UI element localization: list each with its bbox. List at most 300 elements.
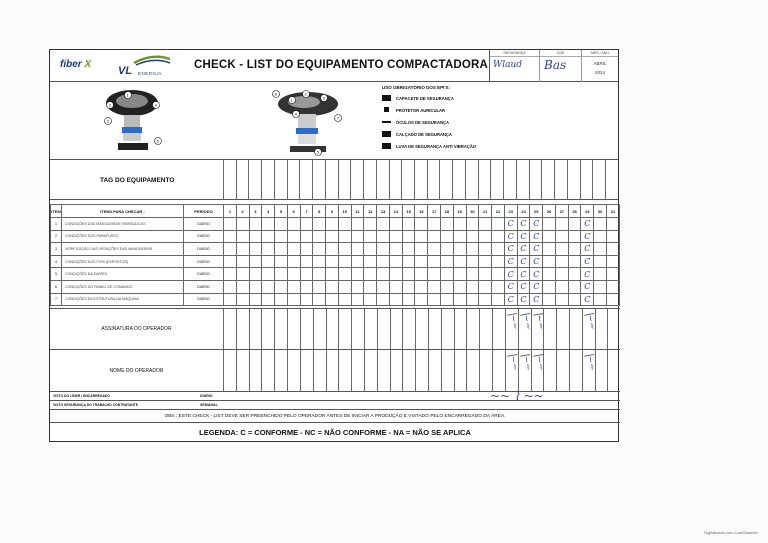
- check-cell[interactable]: C: [581, 230, 594, 243]
- day-cell: [300, 309, 313, 349]
- check-cell[interactable]: [453, 230, 466, 243]
- operator-signature: ~~: [532, 313, 546, 331]
- tag-label: TAG DO EQUIPAMENTO: [100, 177, 175, 184]
- check-cell[interactable]: [236, 243, 249, 256]
- check-cell[interactable]: [543, 280, 556, 293]
- check-cell[interactable]: [224, 293, 237, 306]
- check-cell[interactable]: C: [504, 255, 517, 268]
- check-cell[interactable]: [287, 230, 300, 243]
- check-cell[interactable]: C: [517, 218, 530, 231]
- check-cell[interactable]: [313, 268, 326, 281]
- goggles-icon: [382, 121, 391, 123]
- check-cell[interactable]: [313, 280, 326, 293]
- check-cell[interactable]: [453, 243, 466, 256]
- check-cell[interactable]: [249, 268, 262, 281]
- ppe-item: LUVA DE SEGURANÇA ANTI VIBRAÇÃO: [382, 140, 476, 152]
- check-cell[interactable]: [543, 218, 556, 231]
- check-cell[interactable]: [249, 218, 262, 231]
- boot-icon: [382, 131, 391, 137]
- day-cell: [567, 160, 580, 199]
- check-cell[interactable]: [428, 243, 441, 256]
- check-cell[interactable]: [275, 243, 288, 256]
- svg-text:4: 4: [294, 111, 297, 117]
- check-cell[interactable]: [492, 268, 505, 281]
- check-cell[interactable]: [326, 293, 339, 306]
- check-cell[interactable]: [326, 230, 339, 243]
- day-cell: [441, 350, 454, 391]
- check-cell[interactable]: [313, 255, 326, 268]
- check-cell[interactable]: [479, 218, 492, 231]
- check-cell[interactable]: [402, 268, 415, 281]
- check-cell[interactable]: [300, 230, 313, 243]
- check-cell[interactable]: [275, 268, 288, 281]
- check-cell[interactable]: [326, 218, 339, 231]
- check-cell[interactable]: [606, 243, 619, 256]
- check-cell[interactable]: [389, 255, 402, 268]
- check-cell[interactable]: [466, 243, 479, 256]
- day-cell: [236, 309, 249, 349]
- check-cell[interactable]: [466, 293, 479, 306]
- check-cell[interactable]: [479, 280, 492, 293]
- check-cell[interactable]: [415, 280, 428, 293]
- check-cell[interactable]: [338, 268, 351, 281]
- check-cell[interactable]: [606, 280, 619, 293]
- svg-text:1: 1: [126, 92, 129, 98]
- ppe-list: USO OBRIGATÓRIO DOS EPI'S: CAPACETE DE SEGURANÇA PROTETOR AURICULAR ÓCULOS DE SEGURANÇA CALÇADO DE SEGURANÇA LUVA DE SEGURANÇA ANTI VIBRAÇÃO: [382, 85, 476, 152]
- day-cell: [479, 309, 492, 349]
- day-cell: [554, 160, 567, 199]
- check-cell[interactable]: [568, 230, 581, 243]
- check-cell[interactable]: [594, 293, 607, 306]
- svg-text:3: 3: [322, 95, 325, 101]
- day-header: 29: [581, 205, 594, 218]
- check-cell[interactable]: [389, 280, 402, 293]
- check-cell[interactable]: [262, 255, 275, 268]
- check-cell[interactable]: [389, 230, 402, 243]
- check-cell[interactable]: [479, 230, 492, 243]
- check-cell[interactable]: [364, 268, 377, 281]
- day-cell: [351, 350, 364, 391]
- check-cell[interactable]: [249, 230, 262, 243]
- table-row: [51, 218, 620, 231]
- check-cell[interactable]: [606, 293, 619, 306]
- check-cell[interactable]: C: [504, 218, 517, 231]
- check-cell[interactable]: [300, 243, 313, 256]
- check-cell[interactable]: C: [504, 280, 517, 293]
- check-cell[interactable]: [428, 255, 441, 268]
- check-cell[interactable]: [377, 255, 390, 268]
- day-header: 17: [428, 205, 441, 218]
- check-cell[interactable]: C: [517, 243, 530, 256]
- check-cell[interactable]: [415, 268, 428, 281]
- check-cell[interactable]: C: [530, 293, 543, 306]
- check-cell[interactable]: [300, 293, 313, 306]
- check-cell[interactable]: [300, 280, 313, 293]
- day-cell: [580, 160, 593, 199]
- check-cell[interactable]: [224, 230, 237, 243]
- check-cell[interactable]: [428, 280, 441, 293]
- day-header: 20: [466, 205, 479, 218]
- check-cell[interactable]: [441, 218, 454, 231]
- check-cell[interactable]: [555, 255, 568, 268]
- day-cell: [261, 309, 274, 349]
- check-cell[interactable]: [351, 255, 364, 268]
- check-cell[interactable]: [568, 243, 581, 256]
- check-cell[interactable]: [224, 255, 237, 268]
- day-header: 3: [249, 205, 262, 218]
- check-cell[interactable]: [441, 268, 454, 281]
- check-cell[interactable]: [351, 218, 364, 231]
- check-cell[interactable]: [377, 293, 390, 306]
- check-cell[interactable]: [389, 268, 402, 281]
- check-cell[interactable]: C: [530, 243, 543, 256]
- check-cell[interactable]: [568, 268, 581, 281]
- day-cell: [569, 350, 582, 391]
- svg-text:7: 7: [336, 115, 339, 121]
- check-cell[interactable]: [543, 255, 556, 268]
- check-cell[interactable]: [466, 255, 479, 268]
- check-cell[interactable]: [224, 280, 237, 293]
- day-header: 30: [594, 205, 607, 218]
- check-cell[interactable]: [492, 243, 505, 256]
- operator-signature-row: [50, 308, 620, 349]
- check-cell[interactable]: [479, 243, 492, 256]
- day-cell: [338, 309, 351, 349]
- check-cell[interactable]: [338, 243, 351, 256]
- day-cell: [465, 160, 478, 199]
- check-cell[interactable]: [338, 230, 351, 243]
- check-cell[interactable]: [338, 218, 351, 231]
- check-cell[interactable]: [453, 218, 466, 231]
- check-cell[interactable]: [224, 268, 237, 281]
- check-cell[interactable]: C: [530, 218, 543, 231]
- day-cell: [556, 350, 569, 391]
- check-cell[interactable]: [453, 293, 466, 306]
- check-cell[interactable]: [364, 218, 377, 231]
- check-cell[interactable]: C: [504, 230, 517, 243]
- check-cell[interactable]: [555, 280, 568, 293]
- check-cell[interactable]: [441, 255, 454, 268]
- check-cell[interactable]: [428, 230, 441, 243]
- day-cell: [541, 160, 554, 199]
- check-cell[interactable]: [492, 255, 505, 268]
- check-cell[interactable]: [428, 268, 441, 281]
- operator-signature-label: ASSINATURA DO OPERADOR: [50, 309, 224, 349]
- check-cell[interactable]: [568, 280, 581, 293]
- check-cell[interactable]: [249, 280, 262, 293]
- day-cell: [439, 160, 452, 199]
- check-cell[interactable]: [313, 243, 326, 256]
- check-cell[interactable]: [326, 268, 339, 281]
- check-cell[interactable]: [287, 243, 300, 256]
- check-cell[interactable]: [594, 243, 607, 256]
- check-cell[interactable]: [236, 268, 249, 281]
- check-cell[interactable]: [364, 280, 377, 293]
- check-cell[interactable]: [492, 280, 505, 293]
- svg-text:1: 1: [290, 97, 293, 103]
- check-cell[interactable]: C: [530, 280, 543, 293]
- check-cell[interactable]: [606, 230, 619, 243]
- check-cell[interactable]: [313, 230, 326, 243]
- day-header: 11: [351, 205, 364, 218]
- check-cell[interactable]: [441, 280, 454, 293]
- check-cell[interactable]: [236, 293, 249, 306]
- check-cell[interactable]: [606, 268, 619, 281]
- check-cell[interactable]: [326, 280, 339, 293]
- check-cell[interactable]: [275, 280, 288, 293]
- check-cell[interactable]: [492, 218, 505, 231]
- check-cell[interactable]: [249, 293, 262, 306]
- check-cell[interactable]: C: [504, 293, 517, 306]
- check-cell[interactable]: [415, 230, 428, 243]
- check-cell[interactable]: [402, 255, 415, 268]
- day-header: 18: [441, 205, 454, 218]
- check-cell[interactable]: [594, 268, 607, 281]
- check-cell[interactable]: [466, 268, 479, 281]
- check-cell[interactable]: [262, 293, 275, 306]
- day-cell: [452, 160, 465, 199]
- check-cell[interactable]: [364, 243, 377, 256]
- check-cell[interactable]: [453, 255, 466, 268]
- check-cell[interactable]: [364, 293, 377, 306]
- check-cell[interactable]: [377, 243, 390, 256]
- day-cell: [592, 160, 605, 199]
- day-cell: [454, 309, 467, 349]
- check-cell[interactable]: [351, 243, 364, 256]
- check-cell[interactable]: [351, 293, 364, 306]
- check-cell[interactable]: [479, 268, 492, 281]
- check-cell[interactable]: C: [517, 280, 530, 293]
- check-cell[interactable]: [300, 218, 313, 231]
- check-cell[interactable]: [351, 280, 364, 293]
- day-cell: [582, 309, 595, 349]
- check-cell[interactable]: C: [530, 268, 543, 281]
- check-cell[interactable]: C: [517, 230, 530, 243]
- cell-period: DIÁRIO: [184, 243, 224, 256]
- check-cell[interactable]: [262, 268, 275, 281]
- check-cell[interactable]: [364, 255, 377, 268]
- check-cell[interactable]: C: [517, 255, 530, 268]
- check-cell[interactable]: [287, 268, 300, 281]
- check-cell[interactable]: C: [530, 255, 543, 268]
- cell-item: CONDIÇÕES DOS FIOS (EXPOSTOS): [62, 255, 184, 268]
- check-cell[interactable]: [466, 230, 479, 243]
- check-cell[interactable]: [236, 255, 249, 268]
- check-cell[interactable]: [555, 268, 568, 281]
- check-cell[interactable]: C: [581, 280, 594, 293]
- cell-n: 3: [51, 243, 62, 256]
- check-cell[interactable]: C: [504, 268, 517, 281]
- check-cell[interactable]: [543, 243, 556, 256]
- check-cell[interactable]: [262, 218, 275, 231]
- legend: LEGENDA: C = CONFORME - NC = NÃO CONFORME - NA = NÃO SE APLICA: [50, 422, 620, 441]
- check-cell[interactable]: [275, 293, 288, 306]
- check-cell[interactable]: [555, 218, 568, 231]
- check-cell[interactable]: [479, 255, 492, 268]
- check-cell[interactable]: [275, 255, 288, 268]
- check-cell[interactable]: C: [581, 293, 594, 306]
- check-cell[interactable]: [606, 218, 619, 231]
- check-cell[interactable]: [287, 218, 300, 231]
- check-cell[interactable]: [389, 243, 402, 256]
- check-cell[interactable]: [249, 255, 262, 268]
- check-cell[interactable]: [441, 243, 454, 256]
- day-cell: [402, 309, 415, 349]
- check-cell[interactable]: [326, 255, 339, 268]
- check-cell[interactable]: [415, 218, 428, 231]
- check-cell[interactable]: [402, 243, 415, 256]
- check-cell[interactable]: [441, 230, 454, 243]
- check-cell[interactable]: [479, 293, 492, 306]
- check-cell[interactable]: [389, 218, 402, 231]
- check-cell[interactable]: [466, 218, 479, 231]
- equipment-tag-row: [50, 160, 618, 200]
- column-header-period: PERÍODO: [184, 205, 224, 218]
- check-cell[interactable]: [555, 293, 568, 306]
- cell-period: DIÁRIO: [184, 268, 224, 281]
- check-cell[interactable]: [338, 293, 351, 306]
- check-cell[interactable]: [262, 280, 275, 293]
- check-cell[interactable]: [300, 268, 313, 281]
- check-cell[interactable]: [415, 255, 428, 268]
- day-header: 5: [275, 205, 288, 218]
- fiberx-logo: fiber X: [60, 59, 92, 70]
- check-cell[interactable]: [287, 293, 300, 306]
- check-cell[interactable]: [351, 230, 364, 243]
- check-cell[interactable]: [594, 255, 607, 268]
- day-cell: [350, 160, 363, 199]
- check-cell[interactable]: [568, 293, 581, 306]
- day-cell: [325, 160, 338, 199]
- check-cell[interactable]: [402, 280, 415, 293]
- checklist-sheet: [49, 49, 619, 442]
- table-row: [51, 255, 620, 268]
- check-cell[interactable]: C: [581, 268, 594, 281]
- check-cell[interactable]: C: [517, 268, 530, 281]
- check-cell[interactable]: [466, 280, 479, 293]
- check-cell[interactable]: [428, 218, 441, 231]
- svg-text:5: 5: [316, 149, 319, 155]
- check-cell[interactable]: [262, 230, 275, 243]
- check-cell[interactable]: [326, 243, 339, 256]
- check-cell[interactable]: C: [581, 218, 594, 231]
- check-cell[interactable]: [555, 243, 568, 256]
- check-cell[interactable]: [275, 230, 288, 243]
- check-cell[interactable]: [236, 280, 249, 293]
- day-cell: [428, 350, 441, 391]
- check-cell[interactable]: [389, 293, 402, 306]
- day-cell: [605, 160, 618, 199]
- compactor-side-illustration: [262, 84, 354, 158]
- operator-signature: ~~: [520, 354, 533, 372]
- day-header: 23: [504, 205, 517, 218]
- check-cell[interactable]: [377, 268, 390, 281]
- day-cell: [351, 309, 364, 349]
- day-cell: [582, 350, 595, 391]
- check-cell[interactable]: [492, 230, 505, 243]
- cell-period: DIÁRIO: [184, 218, 224, 231]
- check-cell[interactable]: [338, 255, 351, 268]
- check-cell[interactable]: [415, 293, 428, 306]
- check-cell[interactable]: [441, 293, 454, 306]
- check-cell[interactable]: C: [517, 293, 530, 306]
- check-cell[interactable]: [606, 255, 619, 268]
- safety-visa-row: VISTO SEGURANÇA DO TRABALHO CONTRATANTE SEMANAL ~~ ⌇ ~~: [50, 400, 620, 409]
- day-cell: [377, 309, 390, 349]
- check-cell[interactable]: C: [581, 255, 594, 268]
- check-cell[interactable]: [402, 293, 415, 306]
- check-cell[interactable]: [568, 218, 581, 231]
- check-cell[interactable]: [364, 230, 377, 243]
- check-cell[interactable]: [287, 255, 300, 268]
- check-cell[interactable]: [224, 218, 237, 231]
- check-cell[interactable]: [351, 268, 364, 281]
- check-cell[interactable]: [594, 218, 607, 231]
- check-cell[interactable]: [300, 255, 313, 268]
- check-cell[interactable]: C: [581, 243, 594, 256]
- check-cell[interactable]: [377, 280, 390, 293]
- check-cell[interactable]: C: [504, 243, 517, 256]
- check-cell[interactable]: C: [530, 230, 543, 243]
- check-cell[interactable]: [402, 218, 415, 231]
- day-header: 8: [313, 205, 326, 218]
- check-cell[interactable]: [555, 230, 568, 243]
- check-cell[interactable]: [453, 268, 466, 281]
- check-cell[interactable]: [543, 293, 556, 306]
- check-cell[interactable]: [236, 218, 249, 231]
- day-cell: [569, 309, 582, 349]
- check-cell[interactable]: [415, 243, 428, 256]
- check-cell[interactable]: [275, 218, 288, 231]
- check-cell[interactable]: [377, 218, 390, 231]
- day-header: 28: [568, 205, 581, 218]
- check-cell[interactable]: [543, 230, 556, 243]
- check-cell[interactable]: [249, 243, 262, 256]
- day-header: 25: [530, 205, 543, 218]
- day-cell: [376, 160, 389, 199]
- day-cell: [492, 350, 505, 391]
- check-cell[interactable]: [377, 230, 390, 243]
- check-cell[interactable]: [568, 255, 581, 268]
- check-cell[interactable]: [594, 230, 607, 243]
- cell-n: 1: [51, 218, 62, 231]
- check-cell[interactable]: [338, 280, 351, 293]
- check-cell[interactable]: [262, 243, 275, 256]
- check-cell[interactable]: [453, 280, 466, 293]
- check-cell[interactable]: [402, 230, 415, 243]
- day-cell: [543, 350, 556, 391]
- check-cell[interactable]: [224, 243, 237, 256]
- check-cell[interactable]: [313, 218, 326, 231]
- day-cell: [595, 350, 608, 391]
- day-cell: [274, 309, 287, 349]
- check-cell[interactable]: [236, 230, 249, 243]
- check-cell[interactable]: [428, 293, 441, 306]
- check-cell[interactable]: [313, 293, 326, 306]
- day-cell: [338, 350, 351, 391]
- day-cell: [363, 160, 376, 199]
- svg-text:6: 6: [274, 91, 277, 97]
- day-cell: [300, 350, 313, 391]
- check-cell[interactable]: [594, 280, 607, 293]
- check-cell[interactable]: [543, 268, 556, 281]
- check-cell[interactable]: [287, 280, 300, 293]
- day-cell: [479, 350, 492, 391]
- day-cell: [415, 350, 428, 391]
- check-cell[interactable]: [492, 293, 505, 306]
- day-cell: [274, 160, 287, 199]
- cell-period: DIÁRIO: [184, 230, 224, 243]
